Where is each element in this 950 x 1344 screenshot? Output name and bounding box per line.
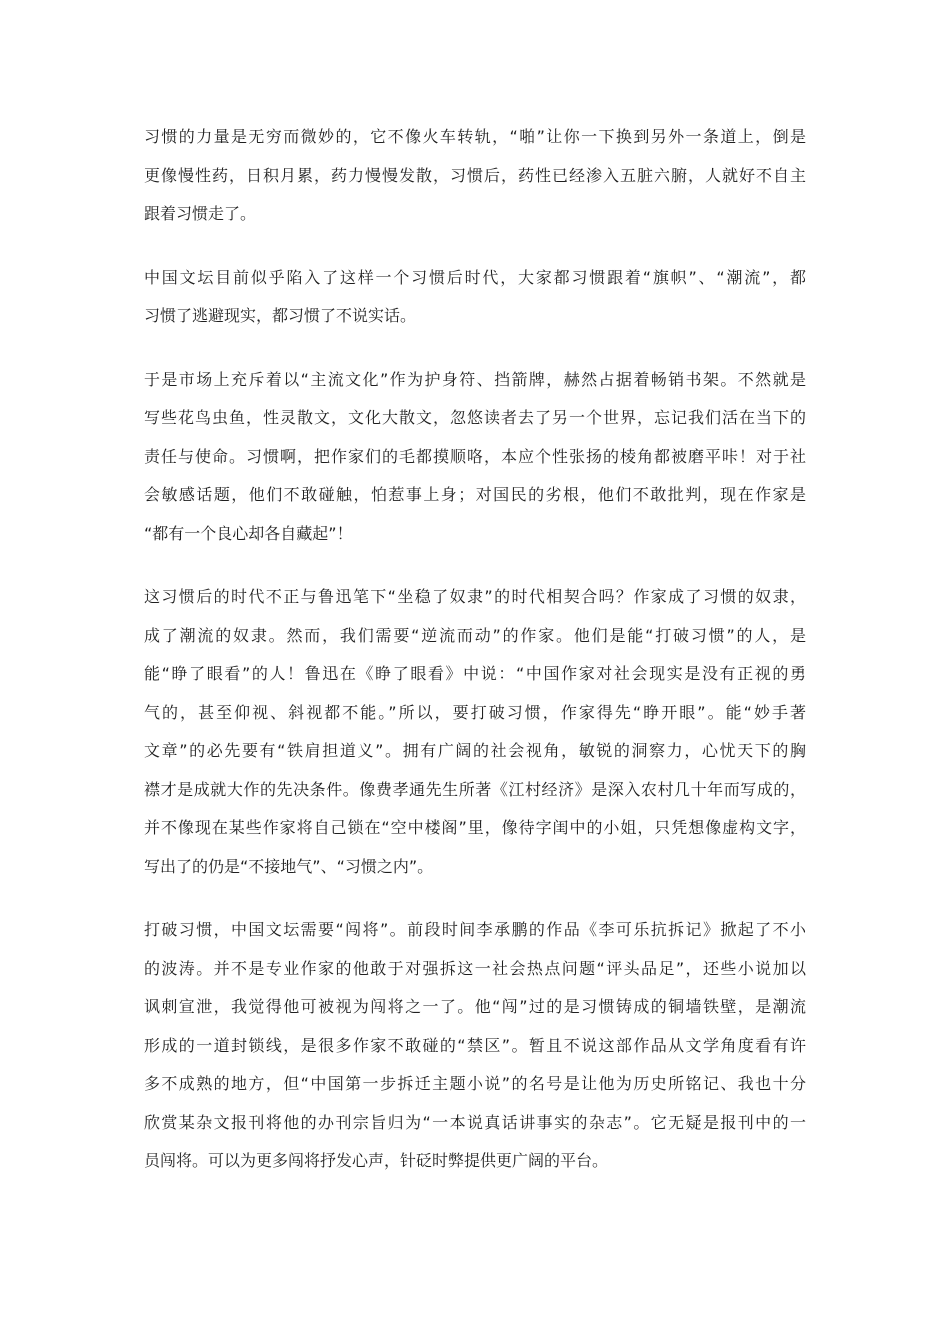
text-line: 讽刺宣泄，我觉得他可被视为闯将之一了。他“闯”过的是习惯铸成的铜墙铁壁，是潮流 <box>144 997 806 1016</box>
text-line: 跟着习惯走了。 <box>144 204 257 223</box>
text-line: 襟才是成就大作的先决条件。像费孝通先生所著《江村经济》是深入农村几十年而写成的， <box>144 779 806 799</box>
text-line: 能“睁了眼看”的人！鲁迅在《睁了眼看》中说：“中国作家对社会现实是没有正视的勇 <box>144 664 806 683</box>
text-line: 员闯将。可以为更多闯将抒发心声，针砭时弊提供更广阔的平台。 <box>144 1151 609 1170</box>
text-line: 更像慢性药，日积月累，药力慢慢发散，习惯后，药性已经渗入五脏六腑，人就好不自主 <box>144 165 806 185</box>
text-line: 中国文坛目前似乎陷入了这样一个习惯后时代，大家都习惯跟着“旗帜”、“潮流”，都 <box>144 267 806 287</box>
text-line: 打破习惯，中国文坛需要“闯将”。前段时间李承鹏的作品《李可乐抗拆记》掀起了不小 <box>144 920 806 939</box>
paragraph-2 <box>144 265 806 342</box>
text-line: 成了潮流的奴隶。然而，我们需要“逆流而动”的作家。他们是能“打破习惯”的人，是 <box>144 625 806 645</box>
text-line: 形成的一道封锁线，是很多作家不敢碰的“禁区”。暂且不说这部作品从文学角度看有许 <box>144 1035 806 1055</box>
text-line: 写出了的仍是“不接地气”、“习惯之内”。 <box>144 856 434 876</box>
text-line: 责任与使命。习惯啊，把作家们的毛都摸顺咯，本应个性张扬的棱角都被磨平咔！对于社 <box>144 446 806 466</box>
paragraph-4 <box>144 584 806 892</box>
text-line: 多不成熟的地方，但“中国第一步拆迁主题小说”的名号是让他为历史所铭记、我也十分 <box>144 1074 806 1093</box>
text-line: 气的，甚至仰视、斜视都不能。”所以，要打破习惯，作家得先“睁开眼”。能“妙手著 <box>144 702 806 722</box>
text-line: 于是市场上充斥着以“主流文化”作为护身符、挡箭牌，赫然占据着畅销书架。不然就是 <box>144 369 806 389</box>
text-line: 这习惯后的时代不正与鲁迅笔下“坐稳了奴隶”的时代相契合吗？作家成了习惯的奴隶， <box>144 587 806 606</box>
article-body <box>144 124 806 1212</box>
paragraph-5 <box>144 917 806 1187</box>
text-line: 习惯的力量是无穷而微妙的，它不像火车转轨，“啪”让你一下换到另外一条道上，倒是 <box>144 127 806 146</box>
text-line: 写些花鸟虫鱼，性灵散文，文化大散文，忽悠读者去了另一个世界，忘记我们活在当下的 <box>144 408 806 427</box>
paragraph-3 <box>144 367 806 560</box>
paragraph-1 <box>144 124 806 240</box>
text-line: 会敏感话题，他们不敢碰触，怕惹事上身；对国民的劣根，他们不敢批判，现在作家是 <box>144 485 806 504</box>
text-line: 的波涛。并不是专业作家的他敢于对强拆这一社会热点问题“评头品足”，还些小说加以 <box>144 958 806 978</box>
text-line: 并不像现在某些作家将自己锁在“空中楼阁”里，像待字闺中的小姐，只凭想像虚构文字， <box>144 818 806 837</box>
text-line: 欣赏某杂文报刊将他的办刊宗旨归为“一本说真话讲事实的杂志”。它无疑是报刊中的一 <box>144 1112 806 1132</box>
text-line: 习惯了逃避现实，都习惯了不说实话。 <box>144 306 417 325</box>
text-line: 文章”的必先要有“铁肩担道义”。拥有广阔的社会视角，敏锐的洞察力，心忧天下的胸 <box>144 741 806 760</box>
text-line: “都有一个良心却各自藏起”！ <box>144 523 353 543</box>
